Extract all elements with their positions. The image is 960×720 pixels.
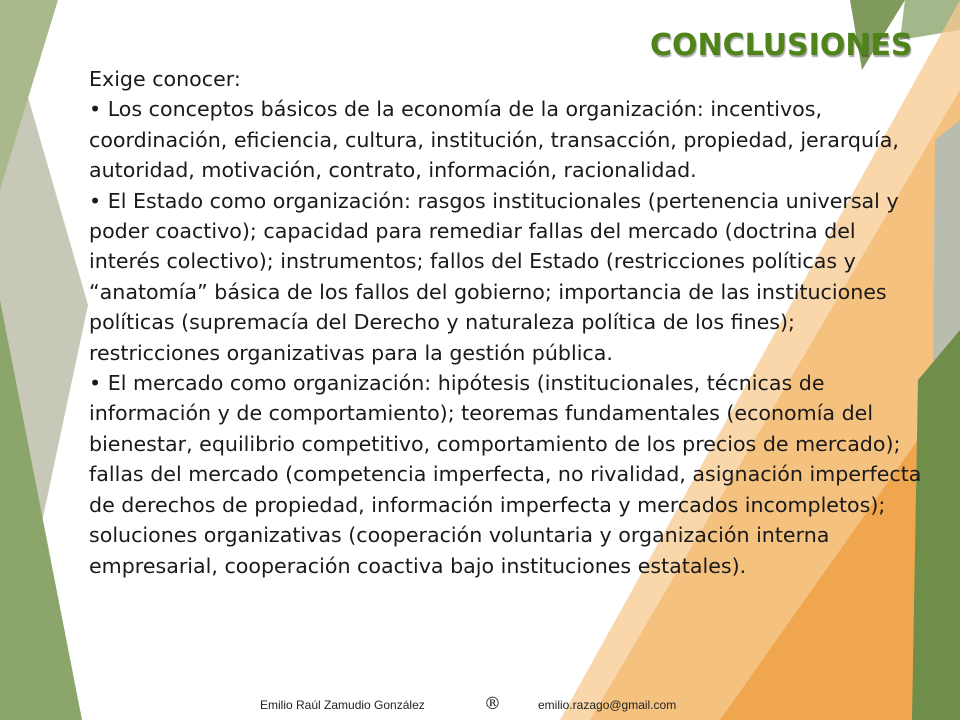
bullet-state-organization: • El Estado como organización: rasgos institucionales (pertenencia universal y poder coactivo); capacidad para remediar fallas del mercado (doctrina del interés colectivo); instrumentos; fallos del Estado (restricciones políticas y “anatomía” básica de los fallos del gobierno; importancia de las instituciones políticas (supremacía del Derecho y naturaleza política de los fines); restricciones organizativas para la gestión pública. xyxy=(89,188,899,365)
bullet-organization-concepts: • Los conceptos básicos de la economía de la organización: incentivos, coordinación, eficiencia, cultura, institución, transacción, propiedad, jerarquía, autoridad, motivación, contrato, información, racionalidad. xyxy=(89,97,899,183)
slide-body xyxy=(89,64,931,581)
registered-symbol: ® xyxy=(484,694,501,714)
footer-author: Emilio Raúl Zamudio González xyxy=(260,698,425,712)
slide-title: CONCLUSIONES xyxy=(650,28,913,63)
bullet-market-organization: • El mercado como organización: hipótesis (institucionales, técnicas de información y de comportamiento); teoremas fundamentales (economía del bienestar, equilibrio competitivo, comportamiento de los precios de mercado); fallas del mercado (competencia imperfecta, no rivalidad, asignación imperfecta de derechos de propiedad, información imperfecta y mercados incompletos); soluciones organizativas (cooperación voluntaria y organización interna empresarial, cooperación coactiva bajo instituciones estatales). xyxy=(89,371,922,578)
footer-email: emilio.razago@gmail.com xyxy=(538,698,677,712)
slide-footer xyxy=(260,694,677,718)
intro-text: Exige conocer: xyxy=(89,67,241,91)
